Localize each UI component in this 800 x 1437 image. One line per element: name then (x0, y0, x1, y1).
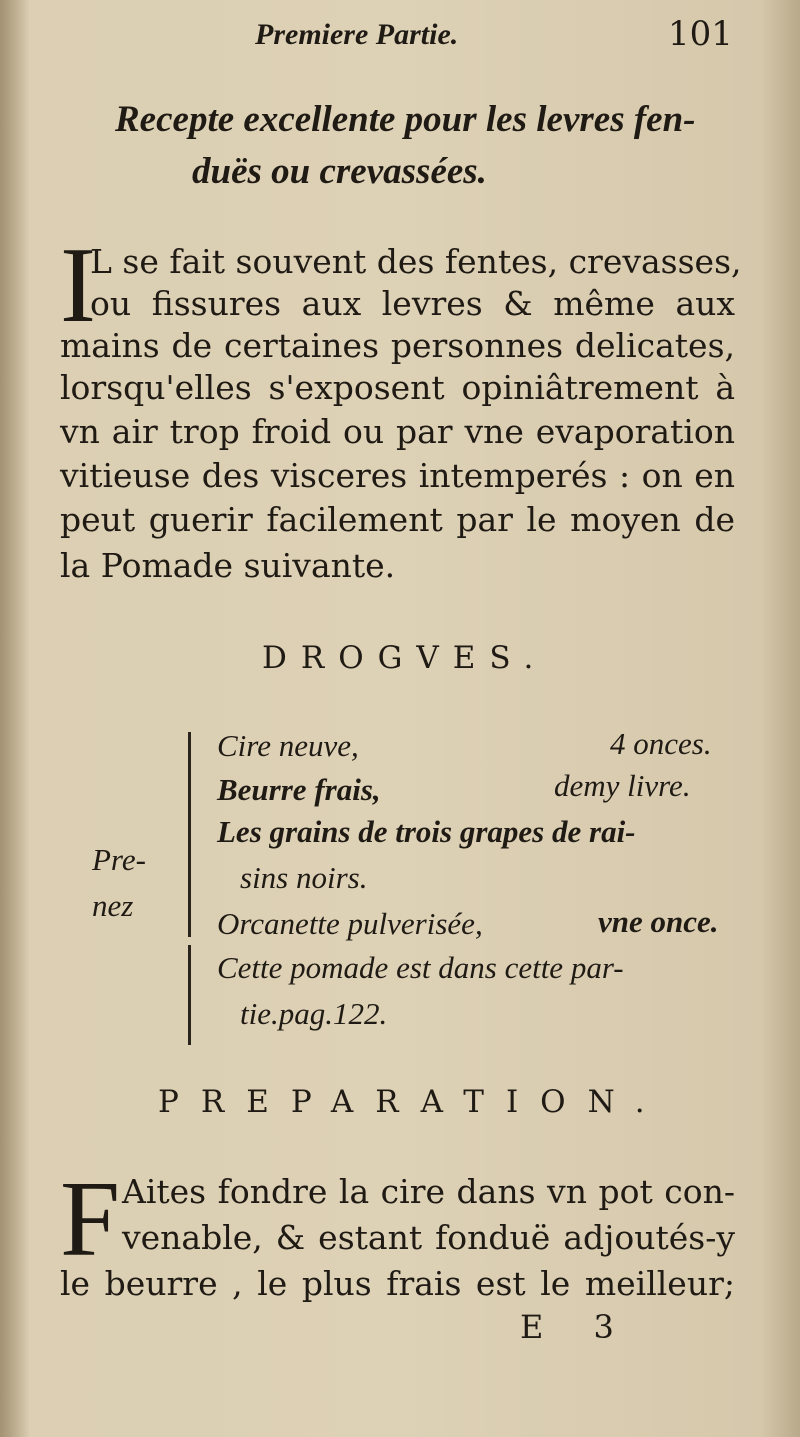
preparation-line-2: venable, & estant fonduë adjoutés-y (122, 1218, 735, 1257)
bracket-segment-2 (188, 815, 191, 937)
running-header: Premiere Partie. (255, 18, 459, 51)
intro-line-5: vn air trop froid ou par vne evaporation (60, 412, 735, 451)
preparation-line-1: Aites fondre la cire dans vn pot con- (122, 1172, 735, 1211)
ingredient-name: Orcanette pulverisée, (217, 906, 483, 941)
intro-line-1: L se fait souvent des fentes, crevasses, (90, 242, 742, 281)
ingredient-name: Les grains de trois grapes de rai- (217, 814, 636, 849)
ingredient-quantity: 4 onces. (610, 726, 712, 761)
preparation-dropcap: F (60, 1160, 121, 1279)
preparation-line-3: le beurre , le plus frais est le meilleur; (60, 1264, 735, 1303)
intro-line-7: peut guerir facilement par le moyen de (60, 500, 735, 539)
intro-line-2: ou fissures aux levres & même aux (90, 284, 735, 323)
ingredient-name: tie.pag.122. (240, 996, 388, 1031)
intro-line-8: la Pomade suivante. (60, 546, 396, 585)
intro-line-4: lorsqu'elles s'exposent opiniâtrement à (60, 368, 735, 407)
recipe-title-line-2: duës ou crevassées. (192, 151, 487, 192)
recipe-title-line-1: Recepte excellente pour les levres fen- (115, 99, 696, 140)
preparation-heading: PREPARATION. (158, 1084, 667, 1120)
prenez-label-2: nez (92, 888, 134, 923)
signature-mark: E 3 (520, 1308, 634, 1346)
ingredient-name: sins noirs. (240, 860, 368, 895)
bracket-segment-3 (188, 945, 191, 1045)
ingredient-name: Cire neuve, (217, 728, 359, 763)
intro-line-6: vitieuse des visceres intemperés : on en (60, 456, 735, 495)
ingredient-quantity: demy livre. (554, 768, 691, 803)
page-gutter-shadow (0, 0, 30, 1437)
ingredient-quantity: vne once. (598, 904, 719, 939)
drogues-heading: DROGVES. (262, 640, 548, 676)
intro-dropcap: I (60, 226, 96, 345)
ingredient-name: Beurre frais, (217, 772, 381, 807)
page-number: 101 (668, 14, 733, 54)
prenez-label-1: Pre- (92, 842, 146, 877)
intro-line-3: mains de certaines personnes delicates, (60, 326, 735, 365)
ingredient-name: Cette pomade est dans cette par- (217, 950, 624, 985)
